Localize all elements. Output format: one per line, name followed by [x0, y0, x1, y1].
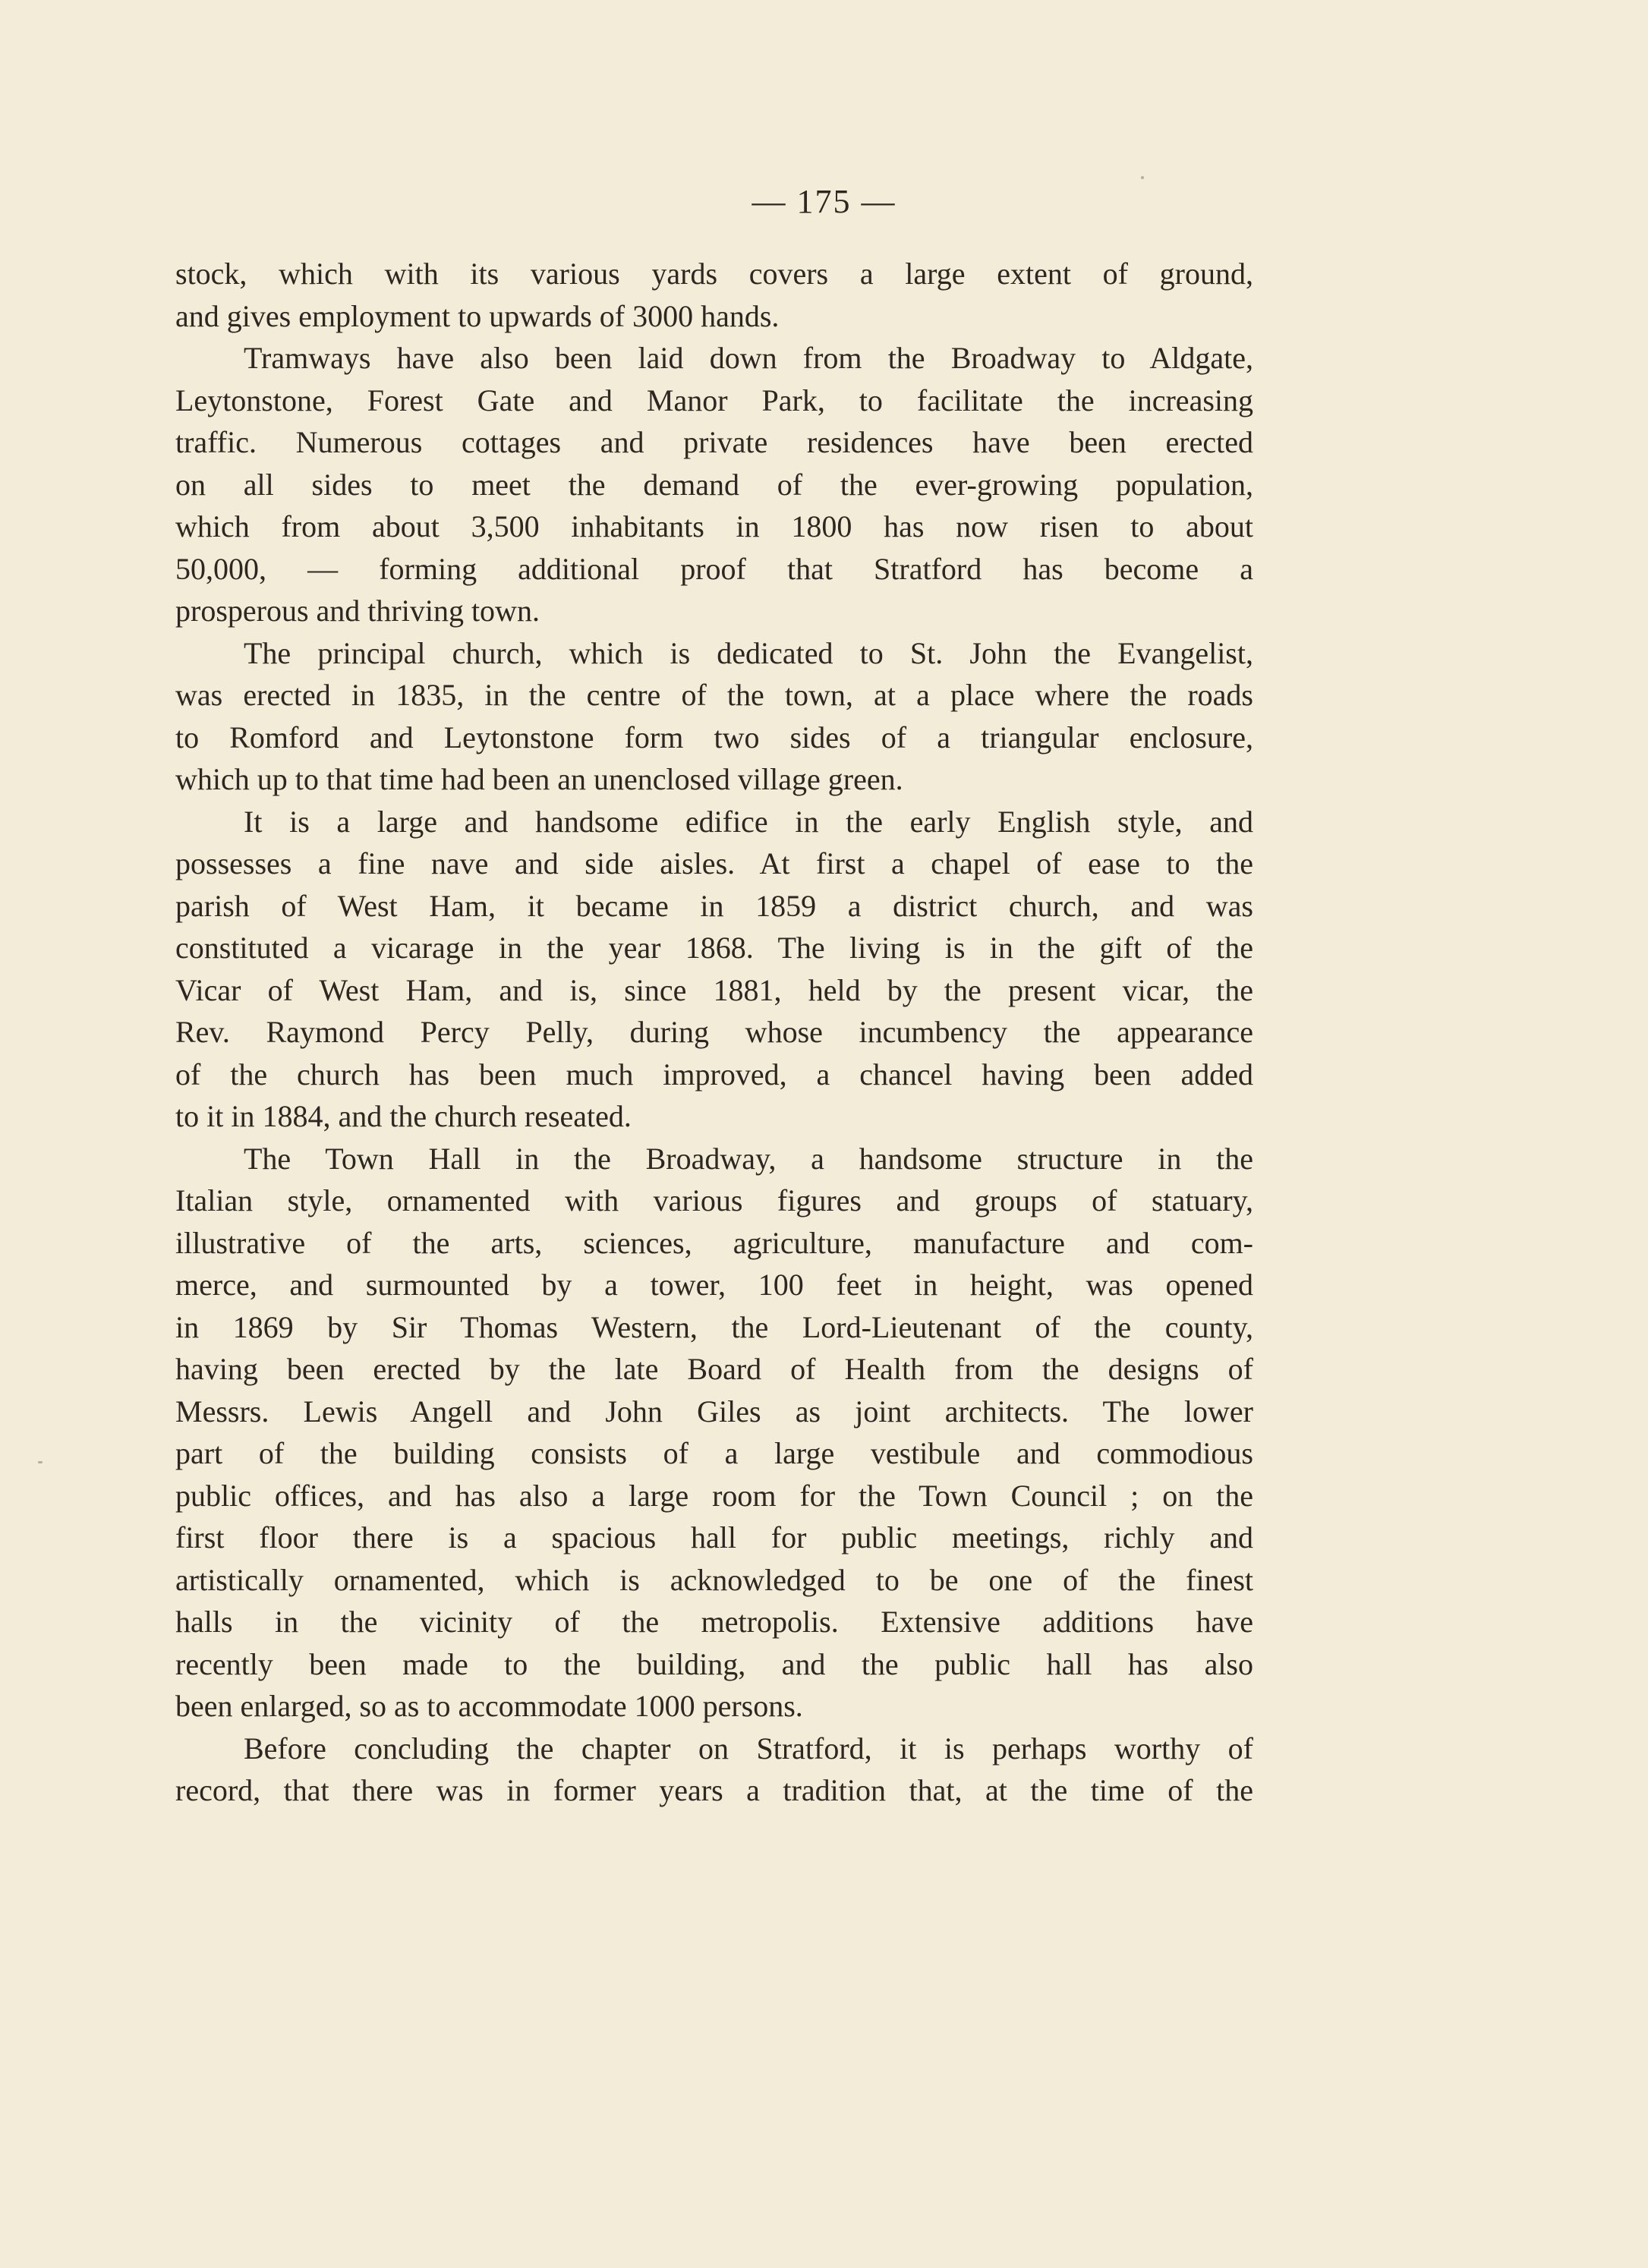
text-line: and gives employment to upwards of 3000 hands. [175, 298, 780, 333]
text-line: having been erected by the late Board of Health from the designs of [175, 1352, 1253, 1386]
text-line: to it in 1884, and the church reseated. [175, 1099, 632, 1133]
text-line: Rev. Raymond Percy Pelly, during whose incumbency the appearance [175, 1015, 1253, 1049]
text-line: public offices, and has also a large room for the Town Council ; on the [175, 1478, 1253, 1513]
text-line: traffic. Numerous cottages and private residences have been erected [175, 425, 1253, 459]
text-line: Before concluding the chapter on Stratford, it is perhaps worthy of [244, 1731, 1253, 1766]
text-line: part of the building consists of a large vestibule and commodious [175, 1436, 1253, 1470]
text-line: Leytonstone, Forest Gate and Manor Park, to facilitate the increasing [175, 383, 1253, 417]
text-line: 50,000, — forming additional proof that Stratford has become a [175, 551, 1253, 586]
text-line: on all sides to meet the demand of the ever-growing population, [175, 467, 1253, 502]
text-line: The Town Hall in the Broadway, a handsome structure in the [244, 1141, 1253, 1176]
text-line: Vicar of West Ham, and is, since 1881, held by the present vicar, the [175, 972, 1253, 1007]
text-line: stock, which with its various yards covers a large extent of ground, [175, 257, 1253, 291]
text-line: was erected in 1835, in the centre of the town, at a place where the roads [175, 678, 1253, 712]
body-text [175, 253, 1253, 1812]
text-line: The principal church, which is dedicated to St. John the Evangelist, [244, 635, 1253, 670]
text-line: Tramways have also been laid down from the Broadway to Aldgate, [244, 341, 1253, 375]
text-line: record, that there was in former years a tradition that, at the time of the [175, 1773, 1253, 1807]
text-line: Messrs. Lewis Angell and John Giles as joint architects. The lower [175, 1394, 1253, 1429]
text-line: halls in the vicinity of the metropolis. Extensive additions have [175, 1605, 1253, 1639]
text-line: illustrative of the arts, sciences, agriculture, manufacture and com- [175, 1225, 1253, 1260]
paper-speck [38, 1461, 43, 1463]
text-line: in 1869 by Sir Thomas Western, the Lord-Lieutenant of the county, [175, 1309, 1253, 1344]
text-line: merce, and surmounted by a tower, 100 feet in height, was opened [175, 1268, 1253, 1302]
text-line: first floor there is a spacious hall for public meetings, richly and [175, 1520, 1253, 1555]
text-line: been enlarged, so as to accommodate 1000 persons. [175, 1689, 803, 1723]
text-line: It is a large and handsome edifice in the early English style, and [244, 804, 1253, 839]
text-line: Italian style, ornamented with various figures and groups of statuary, [175, 1183, 1253, 1217]
text-line: prosperous and thriving town. [175, 594, 540, 628]
text-line: to Romford and Leytonstone form two sides of a triangular enclosure, [175, 720, 1253, 754]
text-line: of the church has been much improved, a chancel having been added [175, 1057, 1253, 1091]
text-line: which from about 3,500 inhabitants in 1800 has now risen to about [175, 509, 1253, 543]
page-number: — 175 — [752, 183, 896, 220]
paper-speck [1141, 176, 1144, 179]
text-line: which up to that time had been an unenclosed village green. [175, 762, 903, 796]
text-line: constituted a vicarage in the year 1868. The living is in the gift of the [175, 931, 1253, 965]
text-line: artistically ornamented, which is acknowledged to be one of the finest [175, 1562, 1253, 1597]
text-line: parish of West Ham, it became in 1859 a district church, and was [175, 888, 1253, 923]
text-line: recently been made to the building, and the public hall has also [175, 1646, 1253, 1681]
text-line: possesses a fine nave and side aisles. At first a chapel of ease to the [175, 846, 1253, 880]
